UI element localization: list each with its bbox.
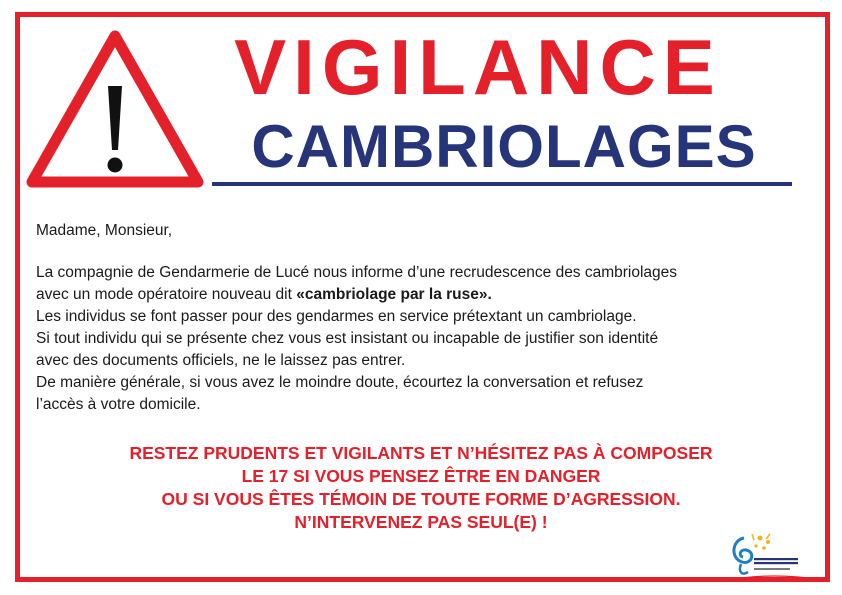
- body-line: La compagnie de Gendarmerie de Lucé nous informe d’une recrudescence des cambriolages: [36, 264, 678, 281]
- greeting: Madame, Monsieur,: [36, 222, 173, 239]
- warning-line: RESTEZ PRUDENTS ET VIGILANTS ET N’HÉSITEZ PAS À COMPOSER: [129, 443, 713, 463]
- letter-paragraph: [36, 262, 806, 416]
- body-line: Si tout individu qui se présente chez vous est insistant ou incapable de justifier son identité: [36, 330, 659, 347]
- town-logo-icon: [724, 528, 824, 586]
- body-line: Les individus se font passer pour des gendarmes en service prétextant un cambriolage.: [36, 308, 637, 325]
- body-line-text: avec un mode opératoire nouveau dit: [36, 286, 297, 303]
- letter-body: [36, 220, 806, 416]
- body-line: avec des documents officiels, ne le laissez pas entrer.: [36, 352, 406, 369]
- body-line: De manière générale, si vous avez le moindre doute, écourtez la conversation et refusez: [36, 374, 644, 391]
- title-vigilance: VIGILANCE: [234, 23, 722, 111]
- title-cambriolages: CAMBRIOLAGES: [251, 113, 757, 180]
- title-underline: [212, 182, 792, 186]
- body-line: l’accès à votre domicile.: [36, 396, 201, 413]
- body-emphasis: «cambriolage par la ruse».: [296, 286, 492, 303]
- warning-message: [36, 442, 806, 534]
- body-line: [36, 284, 806, 306]
- warning-line: OU SI VOUS ÊTES TÉMOIN DE TOUTE FORME D’AGRESSION.: [161, 489, 681, 509]
- warning-line: N’INTERVENEZ PAS SEUL(E) !: [294, 512, 548, 532]
- warning-line: LE 17 SI VOUS PENSEZ ÊTRE EN DANGER: [241, 466, 601, 486]
